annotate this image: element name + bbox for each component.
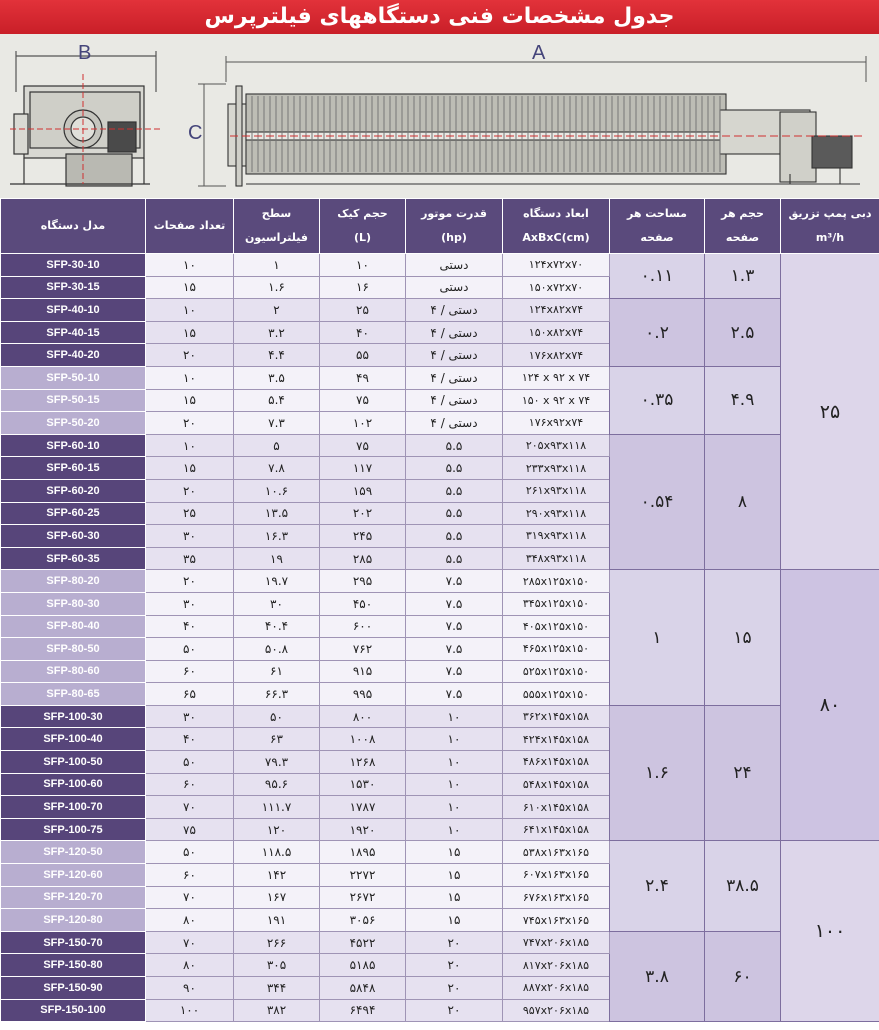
cake-volume-cell: ۲۵ — [320, 299, 406, 322]
cake-volume-cell: ۴۵۰ — [320, 592, 406, 615]
model-cell: SFP-50-20 — [1, 412, 146, 435]
model-cell: SFP-30-10 — [1, 254, 146, 277]
plate-area-cell: ۰.۲ — [610, 299, 705, 367]
model-cell: SFP-100-75 — [1, 818, 146, 841]
header-filter-area: سطح فیلتراسیون — [234, 199, 320, 254]
motor-power-cell: ۷.۵ — [406, 638, 503, 661]
cake-volume-cell: ۲۰۲ — [320, 502, 406, 525]
dimensions-cell: ۴۶۵x۱۲۵x۱۵۰ — [503, 638, 610, 661]
dimensions-cell: ۲۳۳x۹۳x۱۱۸ — [503, 457, 610, 480]
filter-area-cell: ۱۴۲ — [234, 864, 320, 887]
plate-area-cell: ۲.۴ — [610, 841, 705, 931]
plate-area-cell: ۰.۳۵ — [610, 366, 705, 434]
model-cell: SFP-100-60 — [1, 773, 146, 796]
model-cell: SFP-120-50 — [1, 841, 146, 864]
plates-cell: ۲۵ — [146, 502, 234, 525]
model-cell: SFP-60-30 — [1, 525, 146, 548]
cake-volume-cell: ۲۹۵ — [320, 570, 406, 593]
plates-cell: ۲۰ — [146, 479, 234, 502]
table-row — [1, 366, 879, 389]
cake-volume-cell: ۶۰۰ — [320, 615, 406, 638]
cake-volume-cell: ۹۱۵ — [320, 660, 406, 683]
filter-area-cell: ۵ — [234, 434, 320, 457]
plates-cell: ۷۵ — [146, 818, 234, 841]
dimensions-cell: ۵۳۸x۱۶۳x۱۶۵ — [503, 841, 610, 864]
motor-power-cell: دستی / ۴ — [406, 344, 503, 367]
table-header-row — [1, 199, 879, 254]
motor-power-cell: ۷.۵ — [406, 592, 503, 615]
cake-volume-cell: ۶۴۹۴ — [320, 999, 406, 1022]
model-cell: SFP-120-70 — [1, 886, 146, 909]
dimensions-cell: ۴۰۵x۱۲۵x۱۵۰ — [503, 615, 610, 638]
plate-volume-cell: ۸ — [705, 434, 781, 570]
motor-power-cell: ۵.۵ — [406, 502, 503, 525]
dimensions-cell: ۵۴۸x۱۴۵x۱۵۸ — [503, 773, 610, 796]
filter-area-cell: ۱۲۰ — [234, 818, 320, 841]
cake-volume-cell: ۴۹ — [320, 366, 406, 389]
motor-power-cell: دستی / ۴ — [406, 299, 503, 322]
plate-volume-cell: ۴.۹ — [705, 366, 781, 434]
plates-cell: ۱۰ — [146, 299, 234, 322]
filter-area-cell: ۳۰۵ — [234, 954, 320, 977]
filter-area-cell: ۲۶۶ — [234, 931, 320, 954]
filter-area-cell: ۳۰ — [234, 592, 320, 615]
cake-volume-cell: ۵۵ — [320, 344, 406, 367]
model-cell: SFP-80-30 — [1, 592, 146, 615]
cake-volume-cell: ۸۰۰ — [320, 705, 406, 728]
plates-cell: ۱۵ — [146, 321, 234, 344]
filter-area-cell: ۶۳ — [234, 728, 320, 751]
model-cell: SFP-60-10 — [1, 434, 146, 457]
dimensions-cell: ۳۴۸x۹۳x۱۱۸ — [503, 547, 610, 570]
model-cell: SFP-120-60 — [1, 864, 146, 887]
dimension-a-label: A — [532, 42, 546, 64]
model-cell: SFP-150-100 — [1, 999, 146, 1022]
plates-cell: ۴۰ — [146, 615, 234, 638]
cake-volume-cell: ۵۸۴۸ — [320, 977, 406, 1000]
cake-volume-cell: ۴۰ — [320, 321, 406, 344]
model-cell: SFP-150-90 — [1, 977, 146, 1000]
plates-cell: ۳۰ — [146, 592, 234, 615]
plate-volume-cell: ۳۸.۵ — [705, 841, 781, 931]
motor-power-cell: ۱۵ — [406, 886, 503, 909]
motor-power-cell: دستی — [406, 254, 503, 277]
cake-volume-cell: ۲۶۷۲ — [320, 886, 406, 909]
motor-power-cell: ۱۵ — [406, 909, 503, 932]
filter-press-diagram — [0, 34, 879, 198]
motor-power-cell: ۱۰ — [406, 796, 503, 819]
plates-cell: ۷۰ — [146, 796, 234, 819]
filter-area-cell: ۷۹.۳ — [234, 751, 320, 774]
dimensions-cell: ۲۹۰x۹۳x۱۱۸ — [503, 502, 610, 525]
dimensions-cell: ۱۲۴x۸۲x۷۴ — [503, 299, 610, 322]
model-cell: SFP-50-15 — [1, 389, 146, 412]
dimensions-cell: ۱۲۴ x ۹۲ x ۷۴ — [503, 366, 610, 389]
filter-area-cell: ۵۰.۸ — [234, 638, 320, 661]
motor-power-cell: ۷.۵ — [406, 660, 503, 683]
pump-flow-cell: ۲۵ — [781, 254, 879, 570]
table-row — [1, 434, 879, 457]
motor-power-cell: ۵.۵ — [406, 434, 503, 457]
plates-cell: ۱۵ — [146, 389, 234, 412]
plates-cell: ۵۰ — [146, 841, 234, 864]
motor-power-cell: ۱۰ — [406, 751, 503, 774]
motor-power-cell: ۱۰ — [406, 773, 503, 796]
motor-power-cell: ۷.۵ — [406, 570, 503, 593]
model-cell: SFP-40-20 — [1, 344, 146, 367]
plates-cell: ۱۰ — [146, 254, 234, 277]
model-cell: SFP-150-80 — [1, 954, 146, 977]
header-pump-flow: دبی پمپ تزریق m³/h — [781, 199, 879, 254]
filter-area-cell: ۷.۸ — [234, 457, 320, 480]
dimensions-cell: ۳۴۵x۱۲۵x۱۵۰ — [503, 592, 610, 615]
plate-volume-cell: ۱.۳ — [705, 254, 781, 299]
dimension-b-label: B — [78, 42, 92, 64]
filter-area-cell: ۱۰.۶ — [234, 479, 320, 502]
filter-area-cell: ۳۴۴ — [234, 977, 320, 1000]
motor-power-cell: ۱۵ — [406, 864, 503, 887]
table-row — [1, 570, 879, 593]
dimensions-cell: ۴۸۶x۱۴۵x۱۵۸ — [503, 751, 610, 774]
plates-cell: ۸۰ — [146, 909, 234, 932]
motor-power-cell: ۷.۵ — [406, 615, 503, 638]
plates-cell: ۶۰ — [146, 864, 234, 887]
cake-volume-cell: ۱۰۰۸ — [320, 728, 406, 751]
dimensions-cell: ۱۷۶x۸۲x۷۴ — [503, 344, 610, 367]
model-cell: SFP-100-30 — [1, 705, 146, 728]
table-row — [1, 299, 879, 322]
dimensions-cell: ۸۸۷x۲۰۶x۱۸۵ — [503, 977, 610, 1000]
filter-area-cell: ۱۳.۵ — [234, 502, 320, 525]
dimensions-cell: ۸۱۷x۲۰۶x۱۸۵ — [503, 954, 610, 977]
pump-flow-cell: ۱۰۰ — [781, 841, 879, 1022]
dimensions-cell: ۶۱۰x۱۴۵x۱۵۸ — [503, 796, 610, 819]
dimensions-cell: ۷۴۷x۲۰۶x۱۸۵ — [503, 931, 610, 954]
filter-area-cell: ۶۱ — [234, 660, 320, 683]
model-cell: SFP-150-70 — [1, 931, 146, 954]
table-row — [1, 841, 879, 864]
model-cell: SFP-60-15 — [1, 457, 146, 480]
dimensions-cell: ۷۴۵x۱۶۳x۱۶۵ — [503, 909, 610, 932]
plate-volume-cell: ۶۰ — [705, 931, 781, 1021]
cake-volume-cell: ۲۴۵ — [320, 525, 406, 548]
spec-table — [0, 198, 879, 1022]
motor-power-cell: دستی / ۴ — [406, 321, 503, 344]
plates-cell: ۵۰ — [146, 638, 234, 661]
header-plate-area: مساحت هر صفحه — [610, 199, 705, 254]
dimensions-cell: ۲۰۵x۹۳x۱۱۸ — [503, 434, 610, 457]
dimensions-cell: ۵۵۵x۱۲۵x۱۵۰ — [503, 683, 610, 706]
plates-cell: ۲۰ — [146, 412, 234, 435]
model-cell: SFP-60-25 — [1, 502, 146, 525]
motor-power-cell: ۵.۵ — [406, 547, 503, 570]
plates-cell: ۲۰ — [146, 570, 234, 593]
pump-flow-cell: ۸۰ — [781, 570, 879, 841]
model-cell: SFP-100-50 — [1, 751, 146, 774]
motor-power-cell: ۱۵ — [406, 841, 503, 864]
plates-cell: ۹۰ — [146, 977, 234, 1000]
header-plates: تعداد صفحات — [146, 199, 234, 254]
plates-cell: ۶۰ — [146, 660, 234, 683]
cake-volume-cell: ۱۹۲۰ — [320, 818, 406, 841]
filter-area-cell: ۳.۲ — [234, 321, 320, 344]
dimensions-cell: ۳۶۲x۱۴۵x۱۵۸ — [503, 705, 610, 728]
plate-area-cell: ۰.۵۴ — [610, 434, 705, 570]
motor-power-cell: دستی / ۴ — [406, 366, 503, 389]
filter-area-cell: ۱.۶ — [234, 276, 320, 299]
cake-volume-cell: ۲۲۷۲ — [320, 864, 406, 887]
motor-power-cell: ۲۰ — [406, 954, 503, 977]
motor-power-cell: ۱۰ — [406, 818, 503, 841]
header-model: مدل دستگاه — [1, 199, 146, 254]
model-cell: SFP-60-20 — [1, 479, 146, 502]
filter-area-cell: ۹۵.۶ — [234, 773, 320, 796]
cake-volume-cell: ۱۵۳۰ — [320, 773, 406, 796]
plates-cell: ۷۰ — [146, 931, 234, 954]
cake-volume-cell: ۵۱۸۵ — [320, 954, 406, 977]
plates-cell: ۳۰ — [146, 705, 234, 728]
motor-power-cell: ۲۰ — [406, 931, 503, 954]
model-cell: SFP-80-40 — [1, 615, 146, 638]
model-cell: SFP-100-40 — [1, 728, 146, 751]
plates-cell: ۶۰ — [146, 773, 234, 796]
dimensions-cell: ۲۶۱x۹۳x۱۱۸ — [503, 479, 610, 502]
motor-power-cell: ۱۰ — [406, 705, 503, 728]
model-cell: SFP-50-10 — [1, 366, 146, 389]
model-cell: SFP-80-60 — [1, 660, 146, 683]
plates-cell: ۷۰ — [146, 886, 234, 909]
plates-cell: ۵۰ — [146, 751, 234, 774]
dimensions-cell: ۹۵۷x۲۰۶x۱۸۵ — [503, 999, 610, 1022]
motor-power-cell: دستی / ۴ — [406, 389, 503, 412]
plates-cell: ۱۵ — [146, 457, 234, 480]
cake-volume-cell: ۱۶ — [320, 276, 406, 299]
cake-volume-cell: ۱۵۹ — [320, 479, 406, 502]
filter-press-drawing — [0, 34, 879, 198]
dimension-c-label: C — [188, 122, 203, 144]
filter-area-cell: ۳.۵ — [234, 366, 320, 389]
motor-power-cell: ۲۰ — [406, 977, 503, 1000]
filter-area-cell: ۴۰.۴ — [234, 615, 320, 638]
motor-power-cell: ۵.۵ — [406, 457, 503, 480]
dimensions-cell: ۱۲۴x۷۲x۷۰ — [503, 254, 610, 277]
cake-volume-cell: ۱۱۷ — [320, 457, 406, 480]
dimensions-cell: ۶۴۱x۱۴۵x۱۵۸ — [503, 818, 610, 841]
plates-cell: ۱۰ — [146, 366, 234, 389]
plates-cell: ۱۵ — [146, 276, 234, 299]
dimensions-cell: ۶۰۷x۱۶۳x۱۶۵ — [503, 864, 610, 887]
motor-power-cell: ۲۰ — [406, 999, 503, 1022]
header-cake-volume: حجم کیک (L) — [320, 199, 406, 254]
filter-area-cell: ۱۹۱ — [234, 909, 320, 932]
filter-area-cell: ۱۹ — [234, 547, 320, 570]
plates-cell: ۳۵ — [146, 547, 234, 570]
header-motor-power: قدرت موتور (hp) — [406, 199, 503, 254]
filter-area-cell: ۱۶۷ — [234, 886, 320, 909]
dimensions-cell: ۳۱۹x۹۳x۱۱۸ — [503, 525, 610, 548]
filter-area-cell: ۲ — [234, 299, 320, 322]
plates-cell: ۱۰ — [146, 434, 234, 457]
filter-area-cell: ۴.۴ — [234, 344, 320, 367]
table-row — [1, 705, 879, 728]
dimensions-cell: ۱۵۰x۸۲x۷۴ — [503, 321, 610, 344]
model-cell: SFP-60-35 — [1, 547, 146, 570]
filter-area-cell: ۱۶.۳ — [234, 525, 320, 548]
filter-area-cell: ۱۱۱.۷ — [234, 796, 320, 819]
plates-cell: ۸۰ — [146, 954, 234, 977]
model-cell: SFP-80-20 — [1, 570, 146, 593]
motor-power-cell: ۵.۵ — [406, 479, 503, 502]
plates-cell: ۶۵ — [146, 683, 234, 706]
filter-area-cell: ۳۸۲ — [234, 999, 320, 1022]
filter-area-cell: ۶۶.۳ — [234, 683, 320, 706]
cake-volume-cell: ۳۰۵۶ — [320, 909, 406, 932]
plates-cell: ۱۰۰ — [146, 999, 234, 1022]
motor-power-cell: ۱۰ — [406, 728, 503, 751]
cake-volume-cell: ۹۹۵ — [320, 683, 406, 706]
cake-volume-cell: ۴۵۲۲ — [320, 931, 406, 954]
cake-volume-cell: ۱۰ — [320, 254, 406, 277]
model-cell: SFP-30-15 — [1, 276, 146, 299]
model-cell: SFP-120-80 — [1, 909, 146, 932]
plate-volume-cell: ۲.۵ — [705, 299, 781, 367]
dimensions-cell: ۵۲۵x۱۲۵x۱۵۰ — [503, 660, 610, 683]
dimensions-cell: ۲۸۵x۱۲۵x۱۵۰ — [503, 570, 610, 593]
cake-volume-cell: ۱۰۲ — [320, 412, 406, 435]
dimensions-cell: ۱۷۶x۹۲x۷۴ — [503, 412, 610, 435]
plate-volume-cell: ۱۵ — [705, 570, 781, 706]
filter-area-cell: ۷.۳ — [234, 412, 320, 435]
page-title: جدول مشخصات فنی دستگاههای فیلترپرس — [0, 0, 879, 34]
plate-area-cell: ۰.۱۱ — [610, 254, 705, 299]
filter-area-cell: ۱ — [234, 254, 320, 277]
filter-area-cell: ۵.۴ — [234, 389, 320, 412]
dimensions-cell: ۴۲۴x۱۴۵x۱۵۸ — [503, 728, 610, 751]
motor-power-cell: ۷.۵ — [406, 683, 503, 706]
plate-area-cell: ۳.۸ — [610, 931, 705, 1021]
cake-volume-cell: ۱۷۸۷ — [320, 796, 406, 819]
motor-power-cell: ۵.۵ — [406, 525, 503, 548]
header-dimensions: ابعاد دستگاه (cm)AxBxC — [503, 199, 610, 254]
cake-volume-cell: ۷۶۲ — [320, 638, 406, 661]
filter-area-cell: ۱۹.۷ — [234, 570, 320, 593]
model-cell: SFP-40-15 — [1, 321, 146, 344]
cake-volume-cell: ۷۵ — [320, 389, 406, 412]
plate-area-cell: ۱.۶ — [610, 705, 705, 841]
cake-volume-cell: ۱۸۹۵ — [320, 841, 406, 864]
cake-volume-cell: ۱۲۶۸ — [320, 751, 406, 774]
dimensions-cell: ۱۵۰ x ۹۲ x ۷۴ — [503, 389, 610, 412]
dimensions-cell: ۶۷۶x۱۶۳x۱۶۵ — [503, 886, 610, 909]
table-row — [1, 931, 879, 954]
model-cell: SFP-80-50 — [1, 638, 146, 661]
plates-cell: ۴۰ — [146, 728, 234, 751]
model-cell: SFP-40-10 — [1, 299, 146, 322]
model-cell: SFP-80-65 — [1, 683, 146, 706]
motor-power-cell: دستی — [406, 276, 503, 299]
motor-power-cell: دستی / ۴ — [406, 412, 503, 435]
plates-cell: ۲۰ — [146, 344, 234, 367]
filter-area-cell: ۱۱۸.۵ — [234, 841, 320, 864]
cake-volume-cell: ۲۸۵ — [320, 547, 406, 570]
plate-area-cell: ۱ — [610, 570, 705, 706]
plate-volume-cell: ۲۴ — [705, 705, 781, 841]
dimensions-cell: ۱۵۰x۷۲x۷۰ — [503, 276, 610, 299]
table-row — [1, 254, 879, 277]
plates-cell: ۳۰ — [146, 525, 234, 548]
filter-area-cell: ۵۰ — [234, 705, 320, 728]
model-cell: SFP-100-70 — [1, 796, 146, 819]
header-plate-volume: حجم هر صفحه — [705, 199, 781, 254]
cake-volume-cell: ۷۵ — [320, 434, 406, 457]
